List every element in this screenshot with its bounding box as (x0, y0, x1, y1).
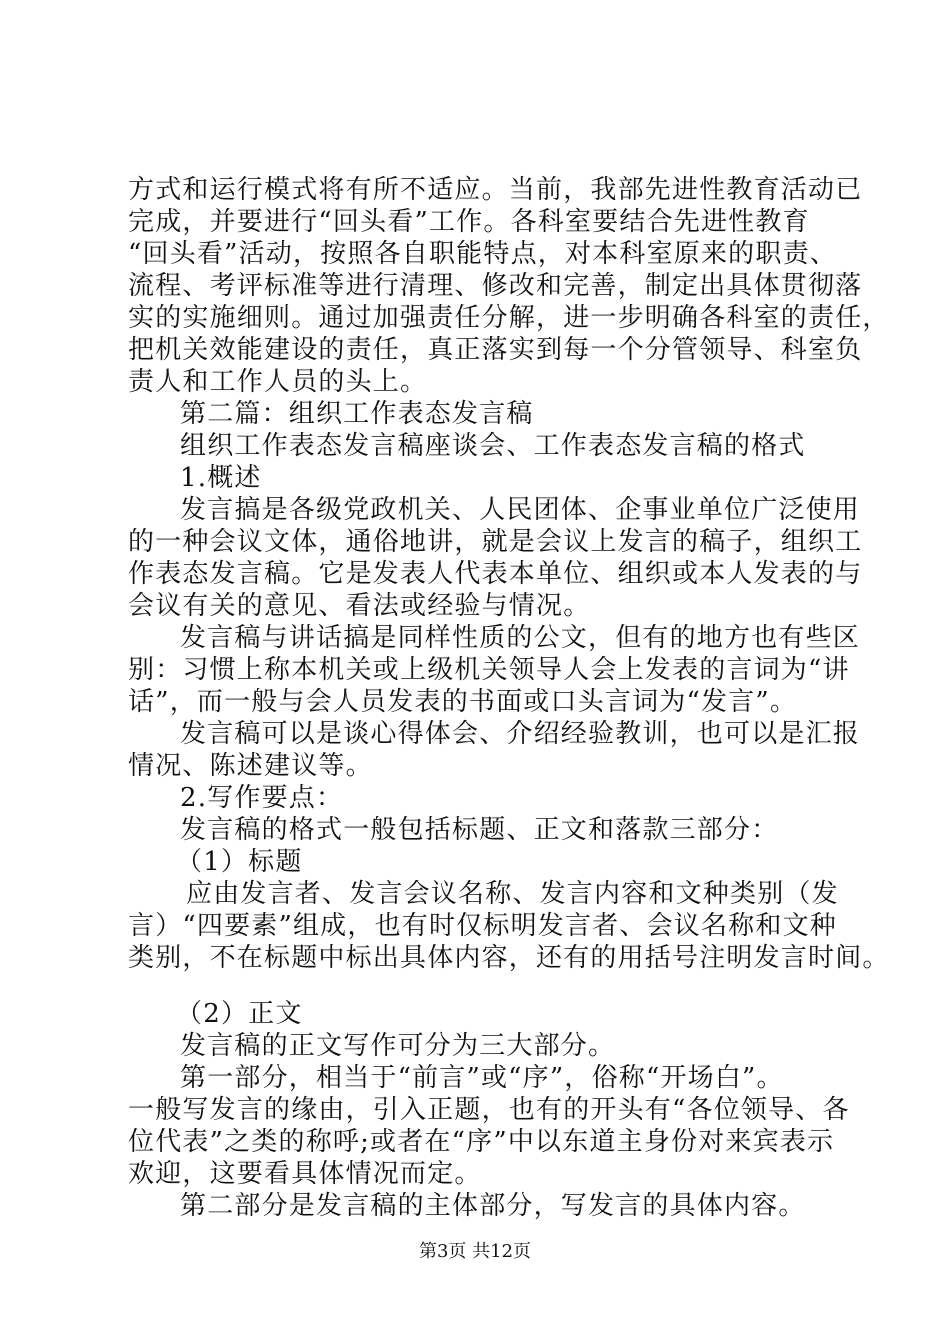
text-line: 流程、考评标准等进行清理、修改和完善，制定出具体贯彻落 (128, 271, 863, 301)
heading-title: （1）标题 (176, 847, 303, 877)
text-line: 第二部分是发言稿的主体部分，写发言的具体内容。 (180, 1191, 806, 1221)
text-line: 一般写发言的缘由，引入正题，也有的开头有“各位领导、各 (128, 1095, 850, 1125)
heading-writing-points: 2.写作要点： (180, 783, 344, 813)
text-line: 位代表”之类的称呼;或者在“序”中以东道主身份对来宾表示 (128, 1127, 835, 1157)
page-footer: 第3页 共12页 (418, 1241, 532, 1262)
heading-body: （2）正文 (176, 999, 303, 1029)
text-line: 把机关效能建设的责任，真正落实到每一个分管领导、科室负 (128, 335, 863, 365)
text-line: 方式和运行模式将有所不适应。当前，我部先进性教育活动已 (128, 175, 863, 205)
text-line: 发言稿的格式一般包括标题、正文和落款三部分： (180, 815, 779, 845)
section-heading: 第二篇：组织工作表态发言稿 (180, 399, 534, 429)
text-line: 发言稿与讲话搞是同样性质的公文，但有的地方也有些区 (180, 623, 861, 653)
text-line: 会议有关的意见、看法或经验与情况。 (128, 591, 591, 621)
text-line: 类别，不在标题中标出具体内容，还有的用括号注明发言时间。 (128, 943, 890, 973)
text-line: 话”，而一般与会人员发表的书面或口头言词为“发言”。 (128, 687, 798, 717)
heading-overview: 1.概述 (180, 463, 262, 493)
subtitle-line: 组织工作表态发言稿座谈会、工作表态发言稿的格式 (180, 431, 806, 461)
text-line: 实的实施细则。通过加强责任分解，进一步明确各科室的责任， (128, 303, 890, 333)
text-line: 发言搞是各级党政机关、人民团体、企事业单位广泛使用 (180, 495, 861, 525)
text-line: 言）“四要素”组成，也有时仅标明发言者、会议名称和文种 (128, 911, 837, 941)
text-line: 应由发言者、发言会议名称、发言内容和文种类别（发 (186, 879, 839, 909)
text-line: 情况、陈述建议等。 (128, 751, 373, 781)
text-line: 发言稿可以是谈心得体会、介绍经验教训，也可以是汇报 (180, 719, 861, 749)
text-line: 完成，并要进行“回头看”工作。各科室要结合先进性教育 (128, 207, 810, 237)
text-line: 的一种会议文体，通俗地讲，就是会议上发言的稿子，组织工 (128, 527, 863, 557)
text-line: 作表态发言稿。它是发表人代表本单位、组织或本人发表的与 (128, 559, 863, 589)
text-line: 责人和工作人员的头上。 (128, 367, 428, 397)
text-line: 欢迎，这要看具体情况而定。 (128, 1159, 482, 1189)
text-line: “回头看”活动，按照各自职能特点，对本科室原来的职责、 (128, 239, 837, 269)
text-line: 第一部分，相当于“前言”或“序”，俗称“开场白”。 (180, 1063, 784, 1093)
text-line: 发言稿的正文写作可分为三大部分。 (180, 1031, 616, 1061)
text-line: 别：习惯上称本机关或上级机关领导人会上发表的言词为“讲 (128, 655, 850, 685)
